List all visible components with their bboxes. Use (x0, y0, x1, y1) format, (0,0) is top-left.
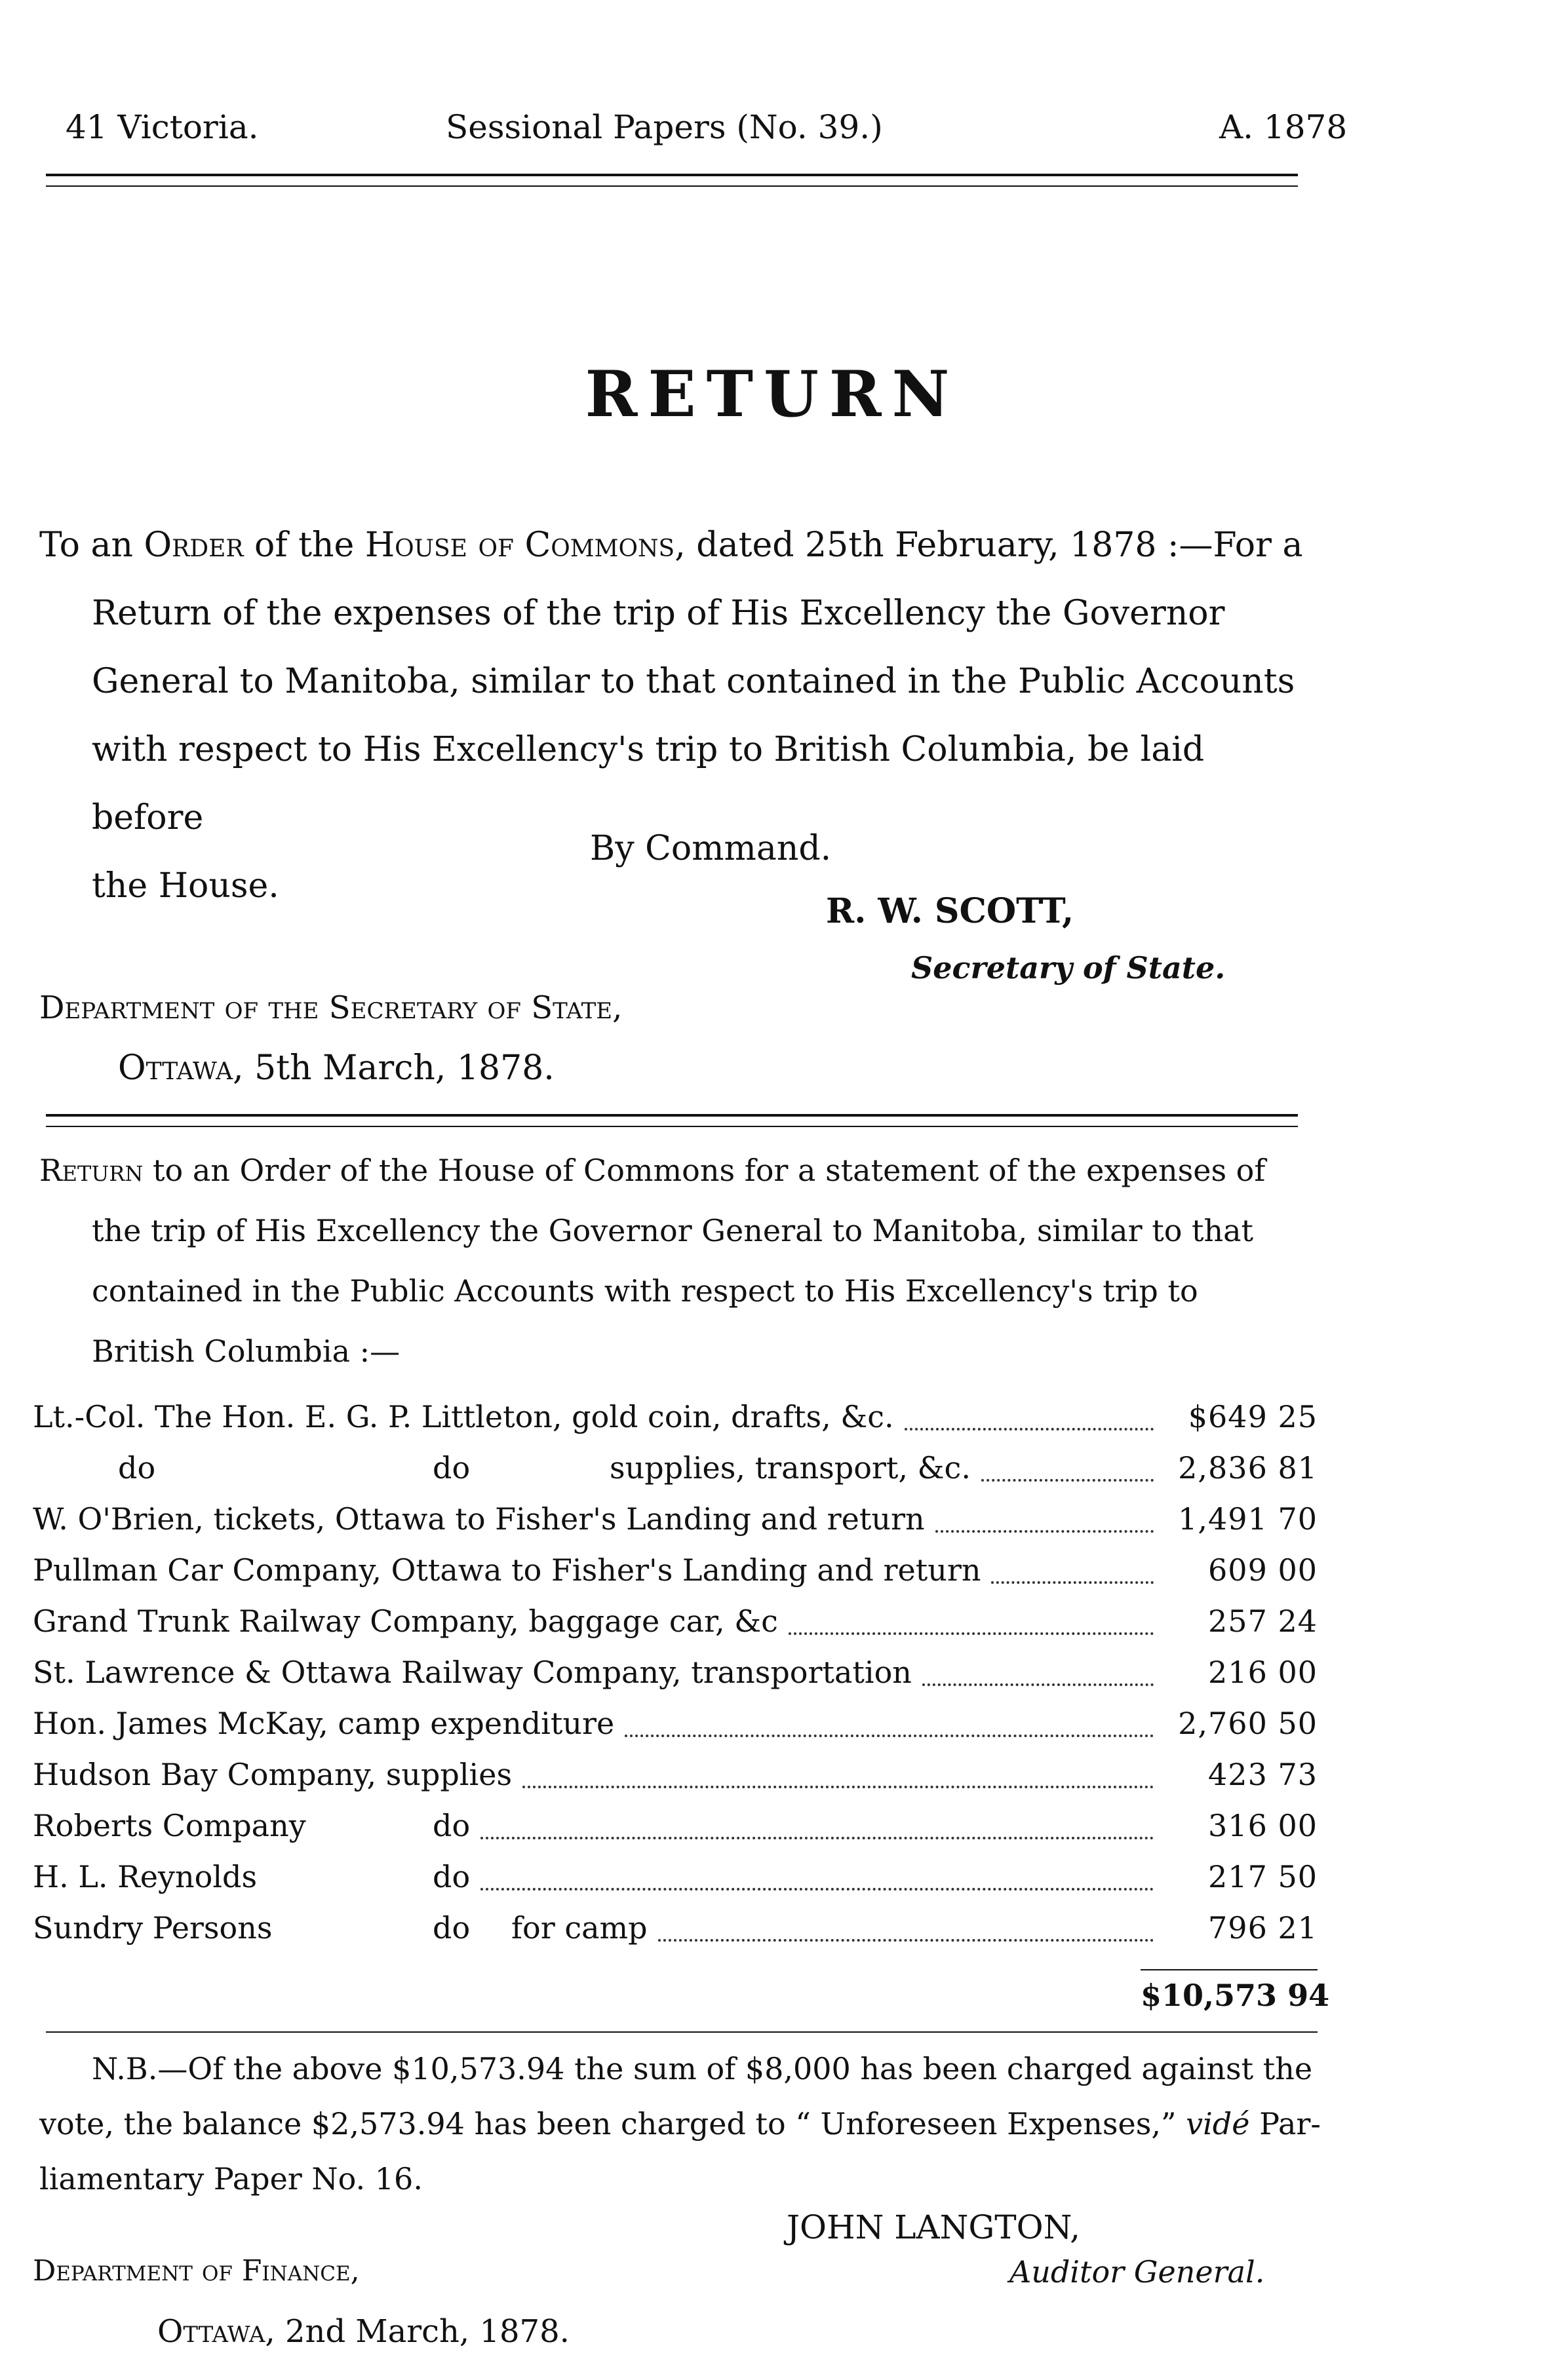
expense-amount: 423 73 (1208, 1757, 1318, 1792)
expense-payee: Hon. James McKay, camp expenditure (33, 1706, 615, 1741)
expense-ditto: do (433, 1859, 471, 1894)
expense-row (33, 1655, 1318, 1706)
dot-leader (522, 1786, 1154, 1788)
expense-payee: H. L. Reynolds (33, 1859, 258, 1894)
dot-leader (981, 1479, 1154, 1482)
expense-row (33, 1399, 1318, 1450)
signatory-2-name: JOHN LANGTON, (787, 2208, 1081, 2246)
expense-amount: 257 24 (1208, 1603, 1318, 1639)
expense-payee: Lt.-Col. The Hon. E. G. P. Littleton, gold coin, drafts, &c. (33, 1399, 894, 1434)
order-line-5: the House. (92, 866, 279, 906)
expense-row (33, 1910, 1318, 1961)
section-rule (46, 1114, 1298, 1117)
dot-leader (625, 1735, 1154, 1737)
department-2-line-1: Department of Finance, (33, 2254, 360, 2288)
order-line-4: with respect to His Excellency's trip to British Columbia, be laid before (92, 730, 1205, 837)
dot-leader (922, 1683, 1154, 1686)
order-line-2: Return of the expenses of the trip of His Excellency the Governor (92, 594, 1225, 633)
dot-leader (658, 1939, 1154, 1942)
header-center: Sessional Papers (No. 39.) (446, 108, 883, 146)
expense-description: for camp (511, 1910, 648, 1946)
header-rule-2 (46, 185, 1298, 187)
expense-payee: St. Lawrence & Ottawa Railway Company, transportation (33, 1655, 912, 1690)
expense-payee: Pullman Car Company, Ottawa to Fisher's Landing and return (33, 1552, 981, 1588)
expense-row (33, 1450, 1318, 1501)
note-line-2: vote, the balance $2,573.94 has been charged to “ Unforeseen Expenses,” vidé Par- (39, 2106, 1321, 2141)
dot-leader (991, 1581, 1154, 1584)
return-line-4: British Columbia :— (92, 1334, 401, 1369)
expense-description: supplies, transport, &c. (610, 1450, 971, 1486)
department-1-line-1: Department of the Secretary of State, (39, 989, 623, 1026)
sum-rule (1141, 1969, 1318, 1970)
order-line-1: To an Order of the House of Commons, dated 25th February, 1878 :—For a (39, 526, 1303, 565)
total-rule (46, 2031, 1318, 2033)
dot-leader (789, 1632, 1154, 1635)
expense-row (33, 1706, 1318, 1757)
department-2-line-2: Ottawa, 2nd March, 1878. (157, 2313, 570, 2350)
dot-leader (905, 1428, 1154, 1430)
expense-row (33, 1603, 1318, 1655)
expense-amount: 1,491 70 (1178, 1501, 1318, 1537)
note-line-3: liamentary Paper No. 16. (39, 2161, 423, 2197)
expense-row (33, 1552, 1318, 1603)
expense-row (33, 1757, 1318, 1808)
return-line-1: Return to an Order of the House of Commons for a statement of the expenses of (39, 1153, 1266, 1188)
expense-amount: $649 25 (1188, 1399, 1318, 1434)
expense-row (33, 1808, 1318, 1859)
signatory-1-title: Secretary of State. (911, 950, 1226, 986)
expense-amount: 2,836 81 (1178, 1450, 1318, 1486)
signatory-2-title: Auditor General. (1009, 2254, 1265, 2290)
note-line-1: N.B.—Of the above $10,573.94 the sum of $8,000 has been charged against the (92, 2051, 1313, 2086)
expense-payee: do (118, 1450, 156, 1486)
expense-ditto: do (433, 1910, 471, 1946)
expense-amount: 2,760 50 (1178, 1706, 1318, 1741)
department-1-line-2: Ottawa, 5th March, 1878. (118, 1048, 555, 1088)
expense-amount: 316 00 (1208, 1808, 1318, 1843)
header-right: A. 1878 (1219, 108, 1348, 146)
dot-leader (480, 1837, 1154, 1839)
expense-amount: 609 00 (1208, 1552, 1318, 1588)
expense-payee: Sundry Persons (33, 1910, 273, 1946)
expense-amount: 216 00 (1208, 1655, 1318, 1690)
expense-payee: Grand Trunk Railway Company, baggage car, &c (33, 1603, 778, 1639)
expense-row (33, 1859, 1318, 1910)
by-command: By Command. (590, 829, 832, 868)
expenses-table (33, 1399, 1318, 1961)
order-line-3: General to Manitoba, similar to that contained in the Public Accounts (92, 662, 1295, 701)
return-line-3: contained in the Public Accounts with respect to His Excellency's trip to (92, 1273, 1198, 1309)
expense-amount: 796 21 (1208, 1910, 1318, 1946)
expenses-total: $10,573 94 (1141, 1978, 1330, 2013)
signatory-1-name: R. W. SCOTT, (826, 891, 1074, 931)
header-rule (46, 174, 1298, 176)
dot-leader (480, 1888, 1154, 1891)
dot-leader (935, 1530, 1154, 1533)
expense-payee: Hudson Bay Company, supplies (33, 1757, 513, 1792)
expense-row (33, 1501, 1318, 1552)
expense-ditto: do (433, 1808, 471, 1843)
return-intro (39, 1140, 1324, 1381)
expense-amount: 217 50 (1208, 1859, 1318, 1894)
expense-ditto: do (433, 1450, 471, 1486)
document-title: RETURN (585, 357, 960, 431)
note-paragraph (39, 2041, 1324, 2206)
expense-payee: Roberts Company (33, 1808, 306, 1843)
section-rule-2 (46, 1126, 1298, 1127)
expense-payee: W. O'Brien, tickets, Ottawa to Fisher's Landing and return (33, 1501, 925, 1537)
return-line-2: the trip of His Excellency the Governor General to Manitoba, similar to that (92, 1213, 1254, 1248)
header-left: 41 Victoria. (66, 108, 259, 146)
